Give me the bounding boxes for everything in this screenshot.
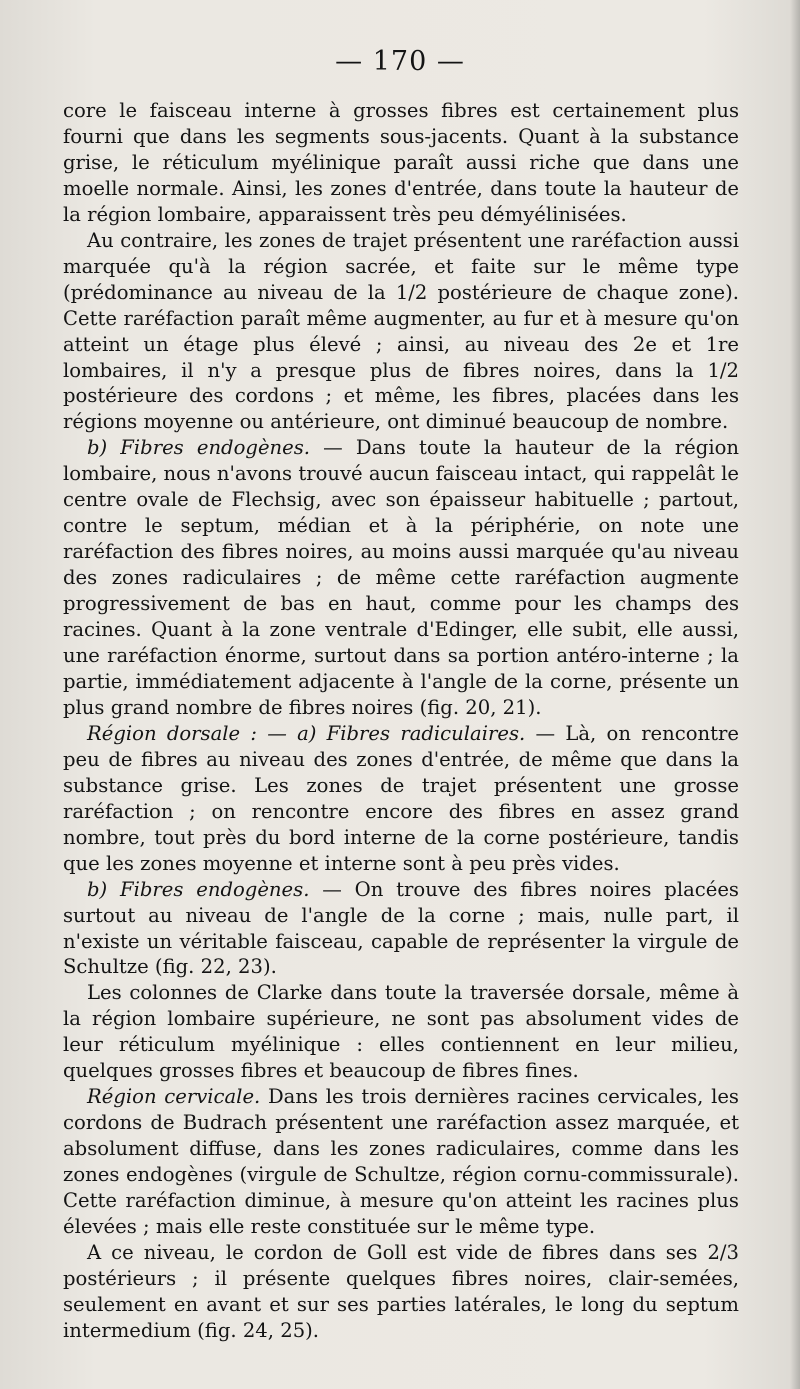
paragraph-3 xyxy=(63,435,739,720)
paragraph-7 xyxy=(63,1084,739,1240)
paragraph-8 xyxy=(63,1240,739,1344)
paragraph-text: — Dans toute la hauteur de la région lombaire, nous n'avons trouvé aucun faisceau intact, qui rappelât le centre ovale de Flechsig, avec son épaisseur habituelle ; partout, contre le septum, médian et à la périphérie, on note une raréfaction des fibres noires, au moins aussi marquée qu'au niveau des zones radiculaires ; de même cette raréfaction augmente progressivement de bas en haut, comme pour les champs des racines. Quant à la zone ventrale d'Edinger, elle subit, elle aussi, une raréfaction énorme, surtout dans sa portion antéro-interne ; la partie, immédiatement adjacente à l'angle de la corne, présente un plus grand nombre de fibres noires (fig. 20, 21). xyxy=(63,436,740,719)
paragraph-4 xyxy=(63,721,739,877)
page-number: — 170 — xyxy=(335,46,465,77)
paragraph-text: Au contraire, les zones de trajet présentent une raréfaction aussi marquée qu'à la région sacrée, et faite sur le même type (prédominance au niveau de la 1/2 postérieure de chaque zone). Cette raréfaction paraît même augmenter, au fur et à mesure qu'on atteint un étage plus élevé ; ainsi, au niveau des 2e et 1re lombaires, il n'y a presque plus de fibres noires, dans la 1/2 postérieure des cordons ; et même, les fibres, placées dans les régions moyenne ou antérieure, ont diminué beaucoup de nombre. xyxy=(63,228,739,434)
paragraph-heading: Région dorsale : — a) Fibres radiculaires. xyxy=(87,721,526,745)
page-edge-shadow xyxy=(790,0,800,1389)
paragraph-5 xyxy=(63,877,739,981)
paragraph-heading: b) Fibres endogènes. xyxy=(87,436,311,460)
paragraph-1 xyxy=(63,98,739,228)
paragraph-2 xyxy=(63,228,739,436)
paragraph-6 xyxy=(63,980,739,1084)
paragraph-text: Les colonnes de Clarke dans toute la traversée dorsale, même à la région lombaire supérieure, ne sont pas absolument vides de leur réticulum myélinique : elles contiennent en leur milieu, quelques grosses fibres et beaucoup de fibres fines. xyxy=(63,981,739,1083)
paragraph-heading: Région cervicale. xyxy=(87,1085,261,1109)
paragraph-text: A ce niveau, le cordon de Goll est vide de fibres dans ses 2/3 postérieurs ; il présente quelques fibres noires, clair-semées, seulement en avant et sur ses parties latérales, le long du septum intermedium (fig. 24, 25). xyxy=(63,1240,739,1342)
paragraph-text: core le faisceau interne à grosses fibres est certainement plus fourni que dans les segments sous-jacents. Quant à la substance grise, le réticulum myélinique paraît aussi riche que dans une moelle normale. Ainsi, les zones d'entrée, dans toute la hauteur de la région lombaire, apparaissent très peu démyélinisées. xyxy=(63,99,739,226)
paragraph-text: — Là, on rencontre peu de fibres au niveau des zones d'entrée, de même que dans la substance grise. Les zones de trajet présentent une grosse raréfaction ; on rencontre encore des fibres en assez grand nombre, tout près du bord interne de la corne postérieure, tandis que les zones moyenne et interne sont à peu près vides. xyxy=(63,721,739,875)
body-text xyxy=(63,98,739,1344)
paragraph-heading: b) Fibres endogènes. xyxy=(87,877,310,901)
paragraph-text: — On trouve des fibres noires placées surtout au niveau de l'angle de la corne ; mais, nulle part, il n'existe un véritable faisceau, capable de représenter la virgule de Schultze (fig. 22, 23). xyxy=(63,877,739,979)
paragraph-text: Dans les trois dernières racines cervicales, les cordons de Budrach présentent une raréfaction assez marquée, et absolument diffuse, dans les zones radiculaires, comme dans les zones endogènes (virgule de Schultze, région cornu-commissurale). Cette raréfaction diminue, à mesure qu'on atteint les racines plus élevées ; mais elle reste constituée sur le même type. xyxy=(63,1085,739,1238)
